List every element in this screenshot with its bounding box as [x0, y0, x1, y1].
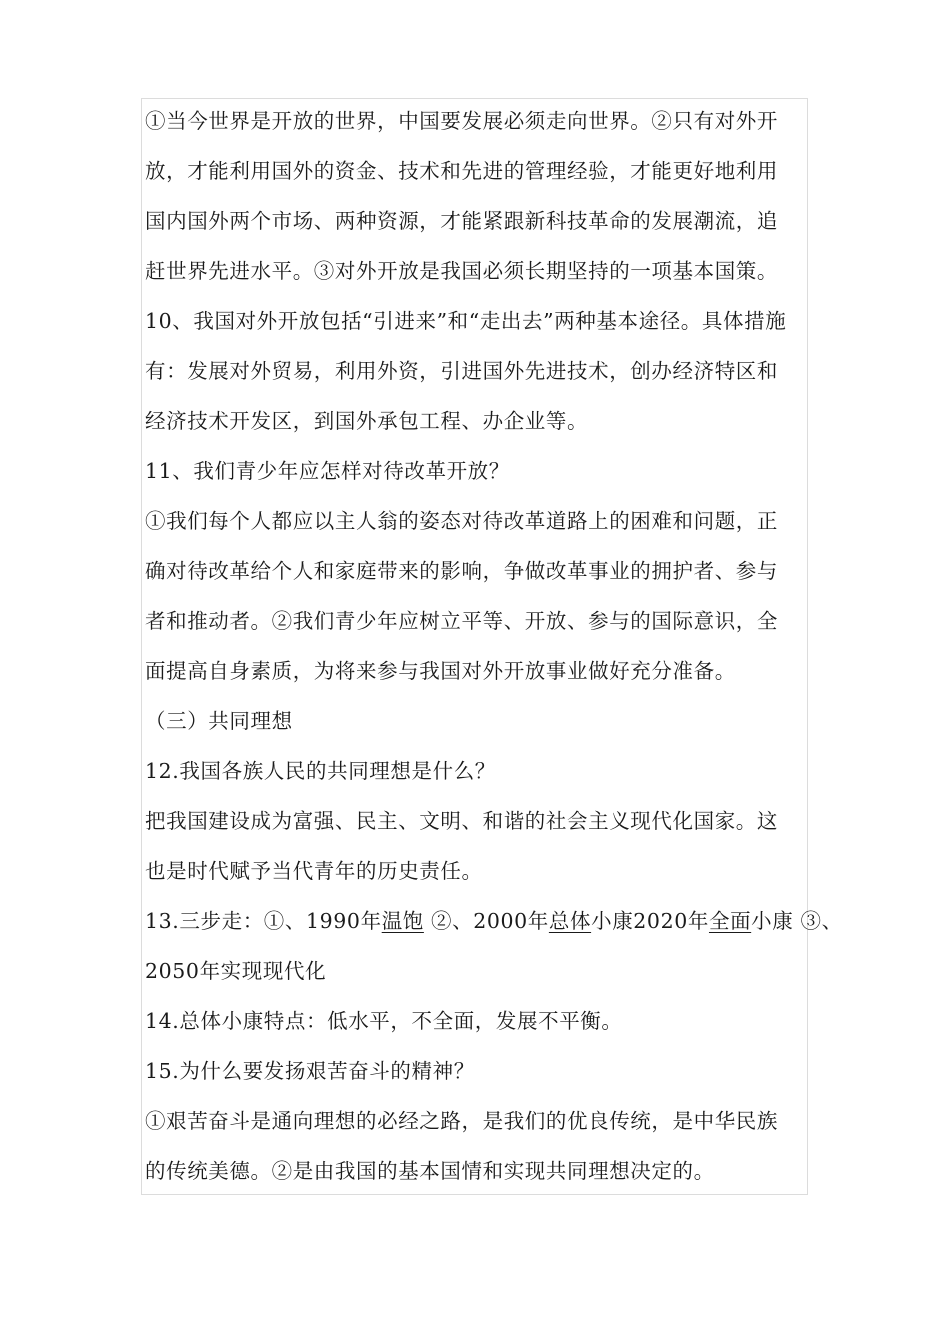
text-line: ①艰苦奋斗是通向理想的必经之路，是我们的优良传统，是中华民族 — [145, 1109, 778, 1133]
text-line: 10、我国对外开放包括“引进来”和“走出去”两种基本途径。具体措施 — [145, 309, 787, 333]
three-steps-text: 小康 ③、 — [751, 909, 843, 933]
three-steps-text: 小康2020年 — [591, 909, 709, 933]
question-heading: 14.总体小康特点：低水平，不全面，发展不平衡。 — [145, 1009, 623, 1033]
underlined-term: 温饱 — [381, 909, 424, 933]
text-line: 赶世界先进水平。③对外开放是我国必须长期坚持的一项基本国策。 — [145, 259, 778, 283]
section-heading: （三）共同理想 — [145, 709, 293, 733]
question-heading: 11、我们青少年应怎样对待改革开放？ — [145, 459, 510, 483]
text-line: 经济技术开发区，到国外承包工程、办企业等。 — [145, 409, 589, 433]
question-heading: 15.为什么要发扬艰苦奋斗的精神？ — [145, 1059, 475, 1083]
three-steps-text: ②、2000年 — [431, 909, 549, 933]
underlined-term: 全面 — [708, 909, 752, 933]
text-line: ①当今世界是开放的世界，中国要发展必须走向世界。②只有对外开 — [145, 109, 778, 133]
text-line: 确对待改革给个人和家庭带来的影响，争做改革事业的拥护者、参与 — [145, 559, 778, 583]
text-line: 面提高自身素质，为将来参与我国对外开放事业做好充分准备。 — [145, 659, 736, 683]
text-line: ①我们每个人都应以主人翁的姿态对待改革道路上的困难和问题，正 — [145, 509, 778, 533]
three-steps-text: 13.三步走：①、1990年 — [145, 909, 382, 933]
text-line: 也是时代赋予当代青年的历史责任。 — [145, 859, 483, 883]
text-line: 国内国外两个市场、两种资源，才能紧跟新科技革命的发展潮流，追 — [145, 209, 778, 233]
text-line: 有：发展对外贸易，利用外资，引进国外先进技术，创办经济特区和 — [145, 359, 778, 383]
text-line: 的传统美德。②是由我国的基本国情和实现共同理想决定的。 — [145, 1159, 715, 1183]
underlined-term: 总体 — [548, 909, 592, 933]
text-line: 者和推动者。②我们青少年应树立平等、开放、参与的国际意识，全 — [145, 609, 778, 633]
text-line: 放，才能利用国外的资金、技术和先进的管理经验，才能更好地利用 — [145, 159, 778, 183]
question-heading: 12.我国各族人民的共同理想是什么？ — [145, 759, 496, 783]
text-line: 2050年实现现代化 — [145, 959, 327, 983]
three-steps-line — [145, 908, 843, 934]
text-line: 把我国建设成为富强、民主、文明、和谐的社会主义现代化国家。这 — [145, 809, 778, 833]
